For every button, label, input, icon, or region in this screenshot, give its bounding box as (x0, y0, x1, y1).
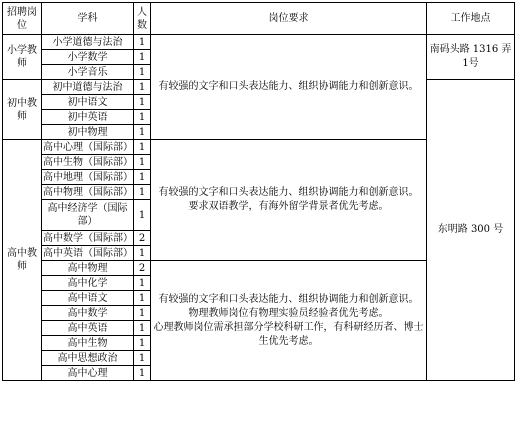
subject-cell: 初中英语 (42, 110, 134, 125)
count-cell: 1 (134, 50, 151, 65)
subject-cell: 高中生物（国际部） (43, 156, 133, 168)
count-cell: 1 (134, 336, 151, 351)
count-cell: 1 (134, 200, 151, 231)
count-cell: 1 (134, 321, 151, 336)
count-cell: 1 (134, 306, 151, 321)
subject-cell: 高中生物 (42, 336, 134, 351)
subject-cell: 小学音乐 (42, 65, 134, 80)
header-subject: 学科 (42, 3, 134, 35)
count-cell: 1 (134, 155, 151, 170)
count-cell: 1 (134, 291, 151, 306)
count-cell: 1 (134, 351, 151, 366)
subject-cell: 高中化学 (42, 276, 134, 291)
requirement-regular-line1: 有较强的文字和口头表达能力、组织协调能力和创新意识。 (158, 293, 419, 305)
requirement-intl-line1: 有较强的文字和口头表达能力、组织协调能力和创新意识。 (158, 187, 419, 198)
subject-cell: 高中经济学（国际部） (42, 200, 134, 231)
subject-cell: 高中语文 (42, 291, 134, 306)
header-location: 工作地点 (427, 3, 515, 35)
subject-cell: 高中地理（国际部） (43, 171, 133, 183)
subject-cell: 小学道德与法治 (42, 35, 134, 50)
subject-cell: 高中思想政治 (42, 351, 134, 366)
subject-cell: 高中物理 (42, 261, 134, 276)
count-cell: 1 (134, 170, 151, 185)
position-junior: 初中教师 (3, 80, 42, 140)
count-cell: 1 (134, 276, 151, 291)
subject-cell: 高中数学（国际部） (43, 232, 133, 244)
subject-cell: 高中物理（国际部） (43, 186, 133, 198)
count-cell: 1 (134, 185, 151, 200)
requirement-regular-line3: 心理教师岗位需承担部分学校科研工作，有科研经历者、博士生优先考虑。 (153, 321, 424, 347)
count-cell: 1 (134, 140, 151, 155)
subject-cell: 高中英语（国际部） (43, 247, 133, 259)
subject-cell: 小学数学 (42, 50, 134, 65)
location-east: 东明路 300 号 (427, 80, 515, 381)
count-cell: 1 (134, 366, 151, 381)
position-primary: 小学教师 (3, 35, 42, 80)
requirement-intl-line2: 要求双语教学，有海外留学背景者优先考虑。 (188, 201, 389, 212)
count-cell: 1 (134, 246, 151, 261)
count-cell: 2 (134, 231, 151, 246)
header-requirement: 岗位要求 (151, 3, 427, 35)
count-cell: 1 (134, 65, 151, 80)
requirement-intl (151, 140, 427, 261)
requirement-basic: 有较强的文字和口头表达能力、组织协调能力和创新意识。 (151, 35, 427, 140)
subject-cell: 高中数学 (42, 306, 134, 321)
count-cell: 1 (134, 95, 151, 110)
requirement-regular (151, 261, 427, 381)
position-senior: 高中教师 (3, 140, 42, 381)
header-count: 人数 (134, 3, 151, 35)
header-position: 招聘岗位 (3, 3, 42, 35)
header-row (3, 3, 515, 35)
subject-cell: 初中语文 (42, 95, 134, 110)
subject-cell: 高中心理（国际部） (43, 141, 133, 153)
subject-cell: 高中英语 (42, 321, 134, 336)
requirement-regular-line2: 物理教师岗位有物理实验员经验者优先考虑。 (188, 307, 389, 319)
count-cell: 2 (134, 261, 151, 276)
count-cell: 1 (134, 110, 151, 125)
table-row (3, 35, 515, 50)
recruitment-table (2, 2, 515, 381)
count-cell: 1 (134, 35, 151, 50)
subject-cell: 初中道德与法治 (42, 80, 134, 95)
count-cell: 1 (134, 125, 151, 140)
location-primary: 南码头路 1316 弄 1号 (427, 35, 515, 80)
count-cell: 1 (134, 80, 151, 95)
subject-cell: 初中物理 (42, 125, 134, 140)
subject-cell: 高中心理 (42, 366, 134, 381)
